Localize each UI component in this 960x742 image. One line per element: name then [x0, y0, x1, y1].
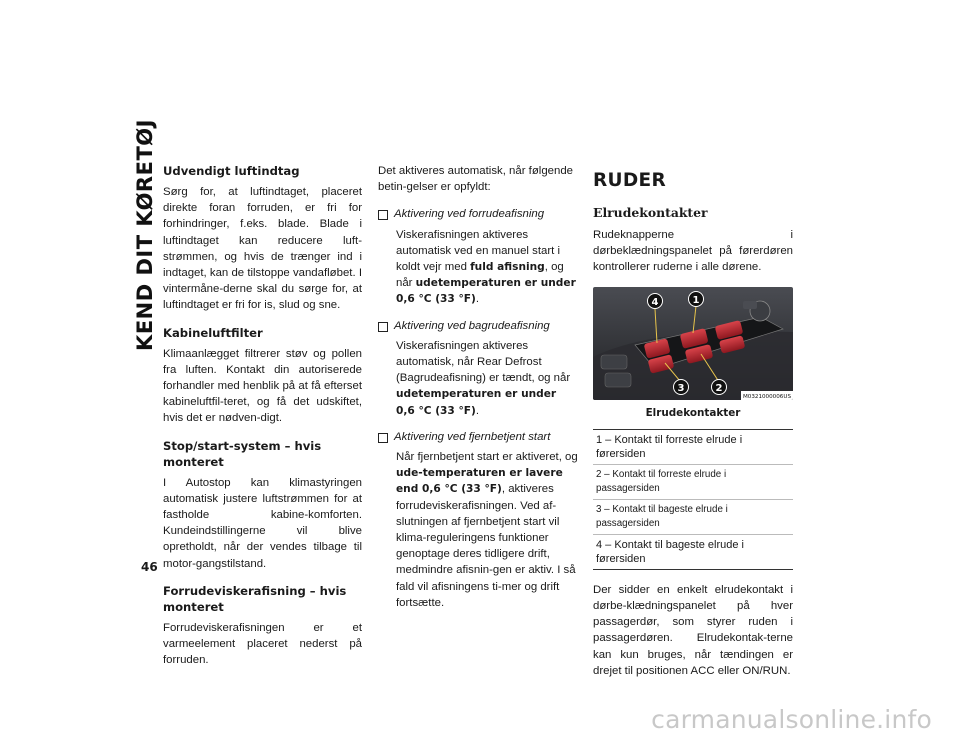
subsection-title: Elrudekontakter — [593, 205, 708, 220]
bullet-body — [396, 227, 578, 308]
legend-row: 1 – Kontakt til forreste elrude i førersiden — [593, 430, 793, 465]
section-title: RUDER — [593, 170, 667, 191]
legend-table — [593, 429, 793, 570]
section-heading: Stop/start-system – hvis monteret — [163, 438, 322, 469]
text: , og når — [396, 261, 564, 290]
bullet-body — [396, 449, 578, 611]
section-heading: Kabineluftfilter — [163, 325, 263, 340]
bold-text: fuld afisning — [470, 261, 545, 274]
callout-4 — [648, 293, 663, 308]
text: Når fjernbetjent start er aktiveret, og — [396, 451, 578, 464]
figure-code: M0321000006US — [742, 393, 791, 400]
checkbox-bullet-icon — [378, 433, 388, 443]
svg-text:2: 2 — [715, 382, 723, 394]
legend-row: 2 – Kontakt til forreste elrude i passagersiden — [593, 465, 793, 500]
callout-3 — [674, 379, 689, 394]
text: , aktiveres forrudeviskerafisningen. Ved af-slutningen af fjernbetjent start vil klima-reguleringens funktioner genoptage deres tidligere drift, medmindre afisnin-gen er aktiv. I så fald vil afisningens ti-mer og drift fortsætte. — [396, 483, 576, 609]
watermark: carmanualsonline.info — [651, 705, 932, 734]
door-panel-illustration — [593, 287, 793, 400]
window-switch-photo — [593, 287, 793, 400]
side-tab-label: KEND DIT KØRETØJ — [133, 119, 158, 351]
bullet-item — [378, 206, 578, 222]
outro-paragraph: Der sidder en enkelt elrudekontakt i dørbe-klædningspanelet på hver passagerdør, som styrer ruden i passagerdøren. Elrudekontak-terne kan kun bruges, når tændingen er drejet til positionen ACC eller ON/RUN. — [593, 583, 793, 677]
svg-text:4: 4 — [651, 296, 659, 308]
side-tab — [132, 119, 158, 351]
bullet-title: Aktivering ved fjernbetjent start — [394, 430, 551, 443]
callout-2 — [712, 379, 727, 394]
bold-text: ude-temperaturen er lavere end 0,6 °C (33 °F) — [396, 467, 563, 496]
bold-text: udetemperaturen er under 0,6 °C (33 °F) — [396, 277, 576, 306]
paragraph: Sørg for, at luftindtaget, placeret direkte foran forruden, er fri for forhindringer, f.eks. blade. Blade i luftindtaget kan reducere luft-strømmen, og hvis de trænger ind i indtaget, kan de tilstoppe vandafløbet. I vintermåne-derne skal du sørge for, at luftindtaget er fri for is, slud og sne. — [163, 186, 362, 312]
right-column — [593, 163, 793, 690]
text: Viskerafisningen aktiveres automatisk, når Rear Defrost (Bagrudeafisning) er tændt, og når — [396, 339, 571, 385]
text: . — [475, 293, 480, 306]
paragraph: Forrudeviskerafisningen er et varmeelement placeret nederst på forruden. — [163, 621, 362, 667]
bold-text: udetemperaturen er under 0,6 °C (33 °F) — [396, 388, 557, 417]
text: Viskerafisningen aktiveres automatisk ved en manuel start i koldt vejr med — [396, 228, 560, 274]
bullet-item — [378, 318, 578, 334]
middle-column — [378, 163, 578, 621]
bullet-body — [396, 338, 578, 419]
figure-caption: Elrudekontakter — [645, 406, 741, 419]
svg-text:1: 1 — [692, 294, 700, 306]
left-column — [163, 163, 362, 679]
paragraph: I Autostop kan klimastyringen automatisk justere luftstrømmen for at fastholde kabine-komforten. Kundeindstillingerne vil blive opretholdt, når der vendes tilbage til motor-gangstilstand. — [163, 476, 362, 570]
checkbox-bullet-icon — [378, 210, 388, 220]
callout-1 — [689, 291, 704, 306]
intro-paragraph: Det aktiveres automatisk, når følgende betin-gelser er opfyldt: — [378, 165, 573, 194]
bullet-item — [378, 429, 578, 445]
bullet-title: Aktivering ved bagrudeafisning — [394, 319, 550, 332]
paragraph: Klimaanlægget filtrerer støv og pollen fra luften. Kontakt din autoriserede forhandler med henblik på at få efterset kabineluftfil-teret, og få det udskiftet, hvis det er nødven-digt. — [163, 347, 362, 425]
bullet-title: Aktivering ved forrudeafisning — [394, 208, 545, 221]
legend-row: 4 – Kontakt til bageste elrude i førersiden — [596, 538, 744, 565]
section-heading: Forrudeviskerafisning – hvis monteret — [163, 583, 347, 614]
section-heading: Udvendigt luftindtag — [163, 164, 300, 178]
svg-text:3: 3 — [677, 382, 685, 394]
checkbox-bullet-icon — [378, 322, 388, 332]
text: . — [475, 404, 480, 417]
intro-paragraph: Rudeknapperne i dørbeklædningspanelet på førerdøren kontrollerer ruderne i alle dørene. — [593, 229, 793, 274]
legend-row: 3 – Kontakt til bageste elrude i passagersiden — [593, 500, 793, 535]
page-number: 46 — [141, 560, 158, 574]
